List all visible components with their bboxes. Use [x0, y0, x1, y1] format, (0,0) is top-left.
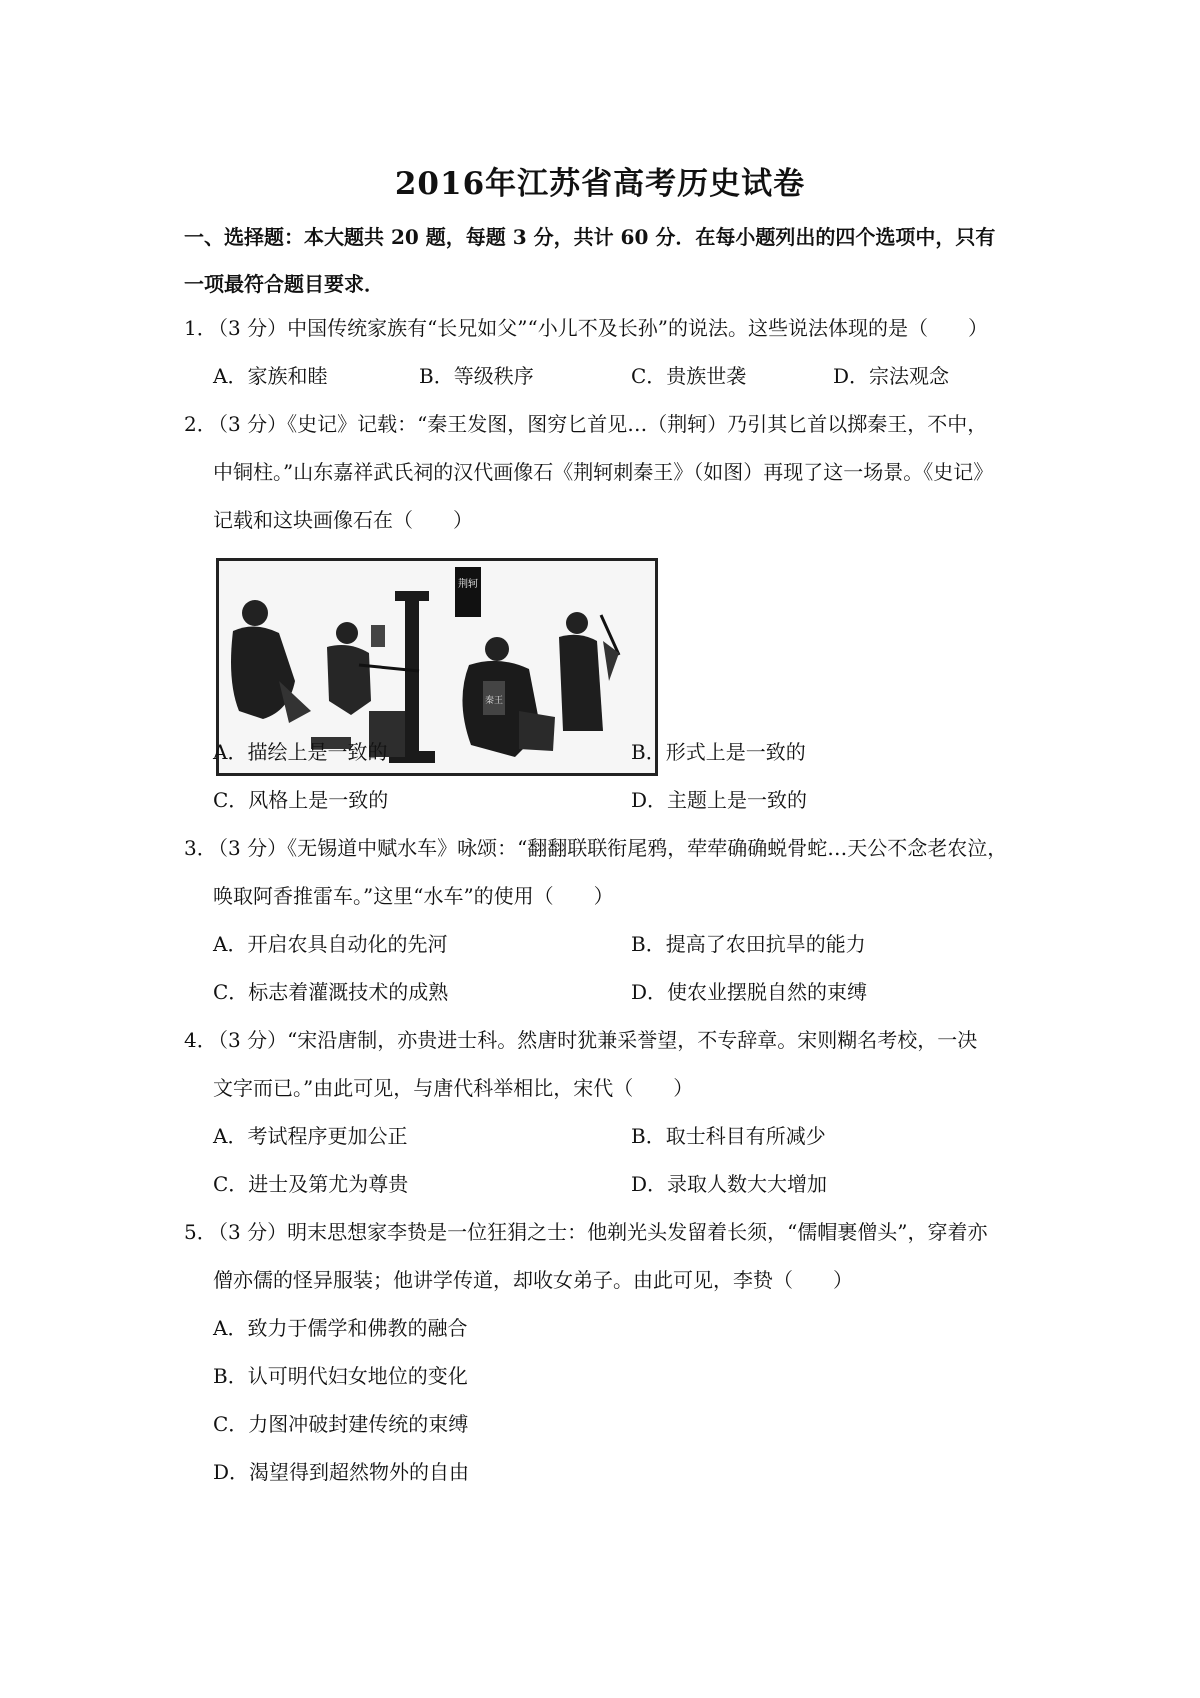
question-3-number: 3． — [184, 836, 217, 860]
question-5-text-line2: 僧亦儒的怪异服装；他讲学传道，却收女弟子。由此可见，李贽（ ） — [213, 1268, 853, 1292]
question-4-text-line2: 文字而已。”由此可见，与唐代科举相比，宋代（ ） — [213, 1076, 694, 1100]
question-5-number: 5． — [184, 1220, 217, 1244]
question-3-option-a[interactable]: A．开启农具自动化的先河 — [213, 932, 448, 956]
question-3-option-c[interactable]: C．标志着灌溉技术的成熟 — [213, 980, 449, 1004]
page-title: 2016年江苏省高考历史试卷 — [394, 166, 806, 202]
question-5-option-b[interactable]: B．认可明代妇女地位的变化 — [213, 1364, 468, 1388]
question-5-text-line1: （3 分）明末思想家李贽是一位狂狷之士：他剃光头发留着长须，“儒帽裹僧头”，穿着亦 — [208, 1220, 988, 1244]
question-2-text-line3: 记载和这块画像石在（ ） — [213, 508, 473, 532]
question-2-option-c[interactable]: C．风格上是一致的 — [213, 788, 389, 812]
question-5-option-c[interactable]: C．力图冲破封建传统的束缚 — [213, 1412, 469, 1436]
question-2-text-line1: （3 分）《史记》记载：“秦王发图，图穷匕首见…（荆轲）乃引其匕首以掷秦王，不中， — [208, 412, 988, 436]
question-2-option-d[interactable]: D．主题上是一致的 — [631, 788, 808, 812]
question-4-number: 4． — [184, 1028, 217, 1052]
question-1-text: （3 分）中国传统家族有“长兄如父”“小儿不及长孙”的说法。这些说法体现的是（ ） — [208, 316, 988, 340]
question-1-option-b[interactable]: B．等级秩序 — [419, 364, 534, 388]
question-4-text-line1: （3 分）“宋沿唐制，亦贵进士科。然唐时犹兼采誉望，不专辞章。宋则糊名考校，一决 — [208, 1028, 978, 1052]
question-1-option-c[interactable]: C．贵族世袭 — [631, 364, 747, 388]
question-2-text-line2: 中铜柱。”山东嘉祥武氏祠的汉代画像石《荆轲刺秦王》（如图）再现了这一场景。《史记》 — [213, 460, 994, 484]
section-instructions — [184, 214, 1034, 308]
question-4-option-d[interactable]: D．录取人数大大增加 — [631, 1172, 828, 1196]
question-4-option-c[interactable]: C．进士及第尤为尊贵 — [213, 1172, 409, 1196]
question-1-number: 1． — [184, 316, 217, 340]
question-5-option-d[interactable]: D．渴望得到超然物外的自由 — [213, 1460, 470, 1484]
question-1-option-d[interactable]: D．宗法观念 — [833, 364, 950, 388]
question-3-text-line1: （3 分）《无锡道中赋水车》咏颂：“翻翻联联衔尾鸦，荦荦确确蜕骨蛇…天公不念老农泣， — [208, 836, 1008, 860]
inscription-top-glyph-1: 荆轲 — [458, 579, 478, 590]
question-2-number: 2． — [184, 412, 217, 436]
question-3-option-b[interactable]: B．提高了农田抗旱的能力 — [631, 932, 866, 956]
question-5-option-a[interactable]: A．致力于儒学和佛教的融合 — [213, 1316, 468, 1340]
question-1-option-a[interactable]: A．家族和睦 — [213, 364, 328, 388]
question-2-option-b[interactable]: B．形式上是一致的 — [631, 740, 806, 764]
question-3-text-line2: 唤取阿香推雷车。”这里“水车”的使用（ ） — [213, 884, 614, 908]
question-2-option-a[interactable]: A．描绘上是一致的 — [213, 740, 388, 764]
question-4-option-b[interactable]: B．取士科目有所减少 — [631, 1124, 826, 1148]
inscription-mid-glyph: 秦王 — [484, 696, 504, 706]
section-instructions-line1: 一、选择题：本大题共 20 题，每题 3 分，共计 60 分．在每小题列出的四个选项中，只有 — [184, 225, 996, 249]
question-3-option-d[interactable]: D．使农业摆脱自然的束缚 — [631, 980, 868, 1004]
question-4-option-a[interactable]: A．考试程序更加公正 — [213, 1124, 408, 1148]
section-instructions-line2: 一项最符合题目要求． — [184, 272, 384, 296]
